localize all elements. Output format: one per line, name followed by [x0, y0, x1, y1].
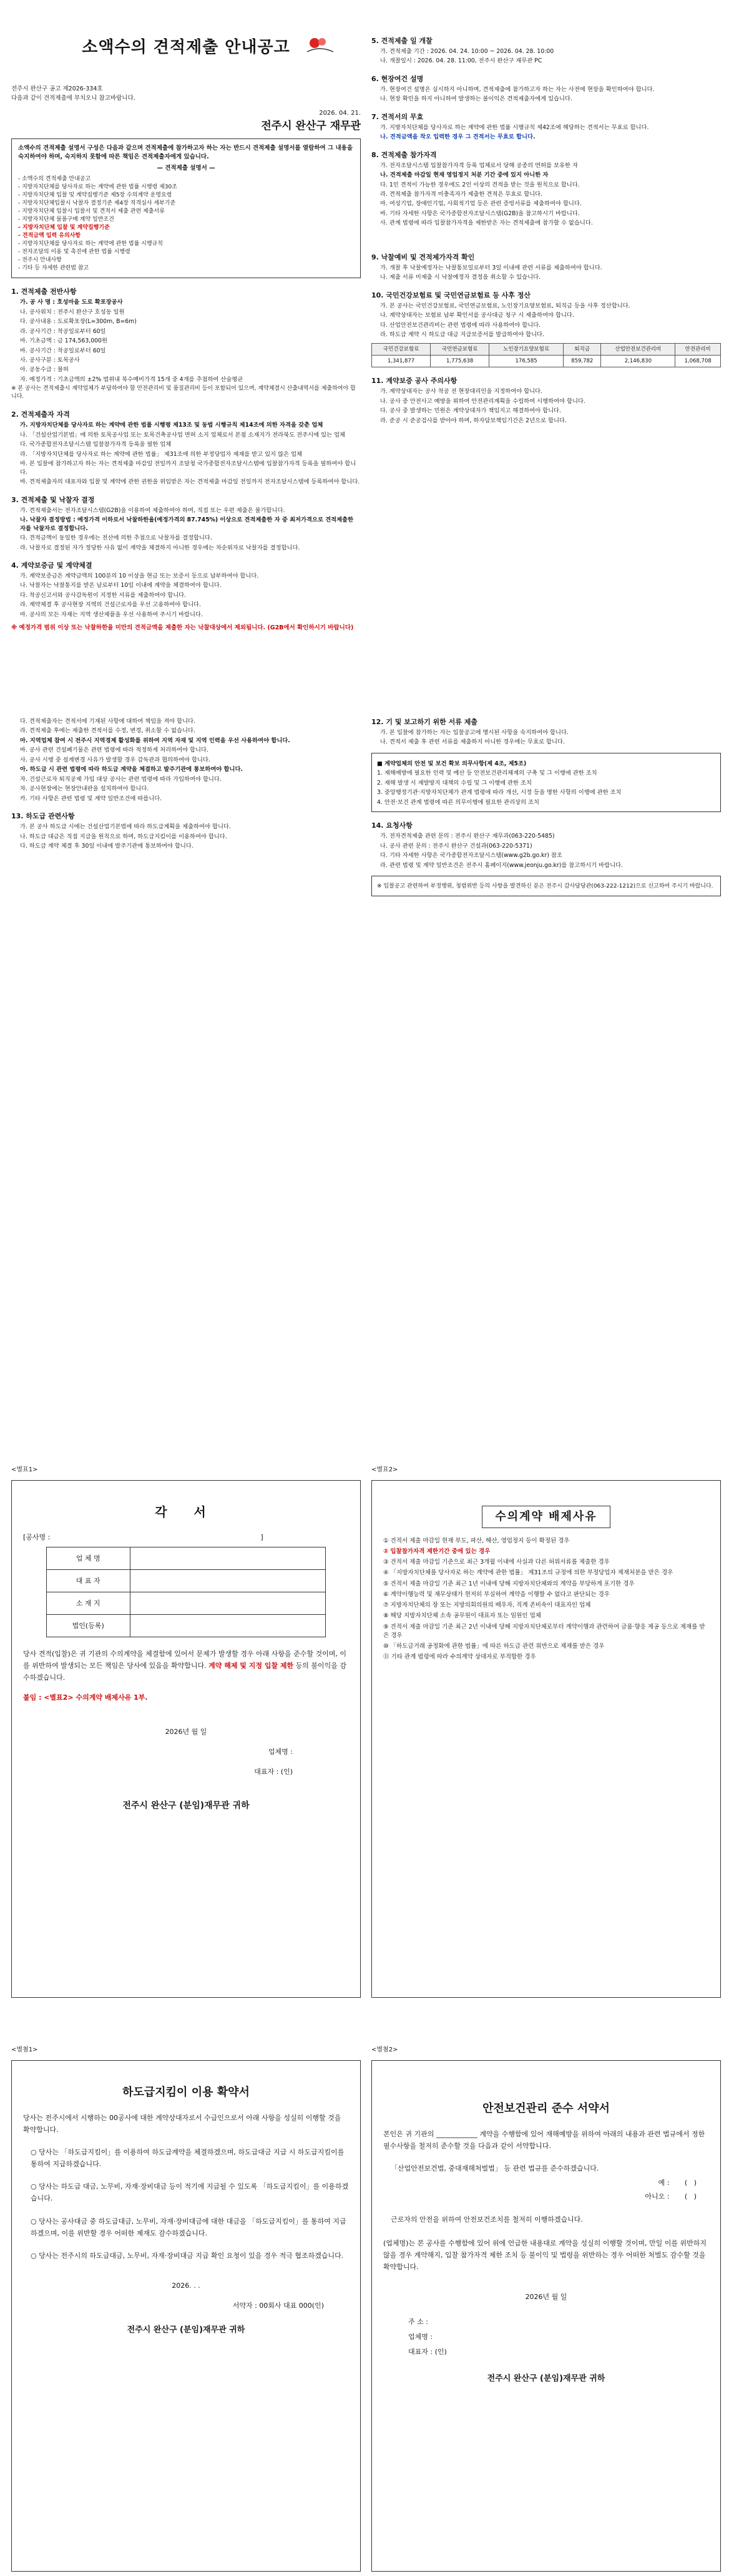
- subcontract-form: [11, 2027, 361, 2572]
- exclusion-clause: ⑧ 해당 지방자치단체 소속 공무원이 대표자 또는 임원인 업체: [383, 1612, 541, 1620]
- section1-line: 아. 공동수급 : 불허: [20, 366, 69, 374]
- table-row: [46, 1570, 326, 1592]
- address-field[interactable]: [130, 1592, 326, 1615]
- section3-line: 라. 낙찰자로 결정된 자가 정당한 사유 없이 계약을 체결하지 아니한 경우에는 차순위자로 낙찰자를 결정합니다.: [20, 544, 300, 551]
- safety-rep-label: 대표자 : (인): [408, 2347, 447, 2356]
- table-cell: 176,585: [489, 355, 564, 367]
- safety-choice-row: [383, 2177, 709, 2189]
- section4-line: 라. 계약체결 후 공사현장 지역의 건설근로자를 우선 고용하여야 합니다.: [20, 601, 201, 609]
- section14-heading: 14. 요청사항: [371, 821, 413, 830]
- section7-line: 나. 견적금액을 착오 입력한 경우 그 견적서는 무효로 합니다.: [380, 133, 536, 141]
- safety-box-line: 3. 중앙행정기관·지방자치단체가 관계 법령에 따라 개선, 시정 등을 명한 사항의 이행에 관한 조치: [377, 789, 622, 797]
- section5-heading: 5. 견적제출 일 개찰: [371, 37, 433, 45]
- section1-footnote: ※ 본 공사는 견적제출시 계약업체가 부담하여야 할 안전관리비 및 품질관리비 등이 포함되어 있으며, 계약체결시 산출내역서를 제출하여야 합니다.: [11, 385, 356, 400]
- form-tag: <별첨2>: [371, 2046, 398, 2053]
- section6-heading: 6. 현장여건 설명: [371, 74, 424, 83]
- section9-heading: 9. 낙찰예비 및 견적제가자격 확인: [371, 253, 475, 261]
- section3-line: 다. 견적금액이 동일한 경우에는 전산에 의한 추첨으로 낙찰자를 결정합니다.: [20, 535, 212, 542]
- section8-line: 사. 관계 법령에 따라 입찰참가자격을 제한받은 자는 견적제출에 참가할 수 없습니다.: [380, 220, 593, 227]
- subcontract-frame: [11, 2060, 361, 2572]
- section11-line: 가. 계약상대자는 공사 착공 전 현장대리인을 지정하여야 합니다.: [380, 388, 543, 395]
- page-2: [0, 705, 729, 1378]
- section1-line: 자. 예정가격 : 기초금액의 ±2% 범위내 복수예비가격 15개 중 4개를 추첨하여 산술평균: [20, 375, 243, 383]
- page-4: [0, 2027, 729, 2576]
- section12-line: 차. 공사현장에는 현장안내판을 설치하여야 합니다.: [20, 785, 149, 793]
- subcontract-para: 당사는 전주시에서 시행하는 00공사에 대한 계약상대자로서 수급인으로서 아래 사항을 성실히 이행할 것을 확약합니다.: [23, 2113, 341, 2134]
- table-row: [46, 1592, 326, 1615]
- table-cell: 2,146,830: [601, 355, 675, 367]
- toc-item: - 지방자치단체 물품구매 계약 일반조건: [18, 216, 114, 223]
- safety-pledge-form: [371, 2027, 721, 2572]
- estimate-date: 2026년 월 일: [165, 1728, 207, 1736]
- exclusion-clause: ⑩ 「하도급거래 공정화에 관한 법률」에 따른 하도급 관련 위반으로 제재를 받은 경우: [383, 1643, 605, 1650]
- section8-line: 라. 견적제출 참가자격 미충족자가 제출한 견적은 무효로 합니다.: [380, 190, 543, 198]
- section1-line: 라. 공사기간 : 착공일로부터 60일: [20, 327, 106, 335]
- safety-box-line: 4. 안전·보건 관계 법령에 따른 의무이행에 필요한 관리상의 조치: [377, 798, 539, 806]
- section14-line: 라. 관련 법령 및 계약 일반조건은 전주시 홈페이지(www.jeonju.go.kr)를 참고하시기 바랍니다.: [380, 861, 623, 869]
- document-title: 소액수의 견적제출 안내공고: [82, 38, 290, 57]
- toc-item: - 지방자치단체 입찰 및 계약집행기준 제5장 수의계약 운영요령: [18, 191, 172, 198]
- toc-title: — 견적제출 설명서 —: [157, 164, 215, 172]
- toc-item: - 지방자치단체를 당사자로 하는 계약에 관한 법률 시행령 제30조: [18, 183, 177, 190]
- footer-note: ※ 입찰공고 관련하여 부정행위, 청렴위반 등의 사항을 발견하신 분은 전주시 감사담당관(063-222-1212)으로 신고하여 주시기 바랍니다.: [377, 883, 713, 890]
- section12-line: 라. 견적제출 후에는 제출한 견적서를 수정, 변경, 취소할 수 없습니다.: [20, 727, 195, 735]
- table-cell: 대 표 자: [46, 1570, 130, 1592]
- section8-line: 바. 기타 자세한 사항은 국가종합전자조달시스템(G2B)을 참고하시기 바랍니다.: [380, 210, 580, 217]
- section5-line: 나. 개찰일시 : 2026. 04. 28. 11:00, 전주시 완산구 재무관 PC: [380, 57, 542, 65]
- subcontract-date: 2026. . .: [172, 2281, 200, 2290]
- table-row: [372, 355, 721, 367]
- safety-duty-box: [371, 753, 721, 812]
- table-cell: 1,775,638: [431, 355, 489, 367]
- section8-line: 나. 견적제출 마감일 현재 영업정지 처분 기간 중에 있지 아니한 자: [380, 172, 549, 179]
- section2-line: 다. 국가종합전자조달시스템 입찰참가자격 등록을 필한 업체: [20, 441, 172, 448]
- safety-date: 2026년 월 일: [525, 2292, 567, 2301]
- exclusion-clause: ⑤ 견적서 제출 마감일 기준 최근 1년 이내에 당해 지방자치단체와의 계약을 부당하게 포기한 경우: [383, 1580, 635, 1587]
- section8-line: 다. 1인 견적이 가능한 경우에도 2인 이상의 견적을 받는 것을 원칙으로 합니다.: [380, 181, 580, 188]
- table-row: [46, 1547, 326, 1570]
- section7-heading: 7. 견적서의 무효: [371, 112, 424, 121]
- project-label-end: ]: [260, 1533, 263, 1541]
- exclusion-clause: ① 견적서 제출 마감일 현재 부도, 파산, 해산, 영업정지 등이 확정된 경우: [383, 1537, 570, 1544]
- table-cell: 859,782: [564, 355, 601, 367]
- toc-item: - 지방자치단체를 당사자로 하는 계약에 관한 법률 시행규칙: [18, 241, 163, 248]
- safety-item: [383, 2163, 709, 2175]
- form-tag: <별표1>: [11, 1466, 38, 1473]
- section2-line: 마. 본 입찰에 참가하고자 하는 자는 견적제출 마감일 전일까지 조달청 국가종합전자조달시스템에 입찰참가자격 등록을 필하여야 합니다.: [20, 460, 356, 476]
- toc-item: - 전주시 안내사항: [18, 257, 62, 264]
- choice-yes-label: 예 :: [658, 2178, 670, 2187]
- estimate-para-end: 등의 불이익을 감수하겠습니다.: [23, 1662, 347, 1682]
- section12-line: 사. 공사 시행 중 설계변경 사유가 발생할 경우 감독관과 협의하여야 합니다.: [20, 756, 210, 763]
- safety-box-line: 2. 재해 발생 시 재발방지 대책의 수립 및 그 이행에 관한 조치: [377, 779, 532, 787]
- section1-line: 나. 공사위치 : 전주시 완산구 호성동 일원: [20, 308, 125, 316]
- table-row: [46, 1615, 326, 1637]
- subcontract-item: ○ 당사는 전주시의 하도급대금, 노무비, 자재·장비대금 지급 확인 요청이 있을 경우 적극 협조하겠습니다.: [31, 2252, 344, 2260]
- toc-item: - 지방자치단체 입찰시 입찰서 및 견적서 제출 관련 제출서류: [18, 208, 165, 215]
- estimate-paragraph: [23, 1649, 349, 1683]
- subcontract-item: ○ 당사는 하도급 대금, 노무비, 자재·장비대금 등이 적기에 지급될 수 있도록 「하도급지킴이」를 이용하겠습니다.: [31, 2182, 349, 2203]
- issuer-name: 전주시 완산구 재무관: [261, 119, 361, 132]
- page1-left-column: [11, 0, 361, 632]
- section1-heading: 1. 견적제출 전반사항: [11, 288, 77, 296]
- section3-line: 가. 견적제출서는 전자조달시스템(G2B)을 이용하여 제출하여야 하며, 직접 또는 우편 제출은 불가합니다.: [20, 506, 285, 514]
- exclusion-clause: ⑦ 지방자치단체의 장 또는 지방의회의원의 배우자, 직계 존비속이 대표자인 업체: [383, 1602, 591, 1609]
- section13-line: 가. 본 공사 하도급 시에는 건설산업기본법에 따라 하도급계획을 제출하여야 합니다.: [20, 823, 231, 831]
- section7-line: 가. 지방자치단체를 당사자로 하는 계약에 관한 법률 시행규칙 제42조에 해당하는 견적서는 무효로 합니다.: [380, 123, 649, 131]
- page1-right-column: [371, 0, 721, 425]
- table-header: 국민연금보험료: [431, 343, 489, 355]
- subcontract-item: ○ 당사는 「하도급지킴이」를 이용하여 하도급계약을 체결하겠으며, 하도급대금 지급 시 하도급지킴이를 통하여 지급하겠습니다.: [31, 2148, 345, 2168]
- exclusion-clause: ② 입찰참가자격 제한기간 중에 있는 경우: [383, 1547, 491, 1555]
- page2-left-column: [11, 705, 361, 851]
- safety-item-text: 「산업안전보건법, 중대재해처벌법」 등 관련 법규를 준수하겠습니다.: [391, 2164, 599, 2173]
- section14-line: 가. 전자견적제출 관련 문의 : 전주시 완산구 재무과(063-220-5485): [380, 833, 555, 840]
- safety-signer-block: [383, 2315, 709, 2360]
- section4-heading: 4. 계약보증금 및 계약체결: [11, 561, 92, 569]
- section11-line: 다. 공사 중 발생하는 민원은 계약상대자가 책임지고 해결하여야 합니다.: [380, 407, 561, 415]
- exclusion-clause: ⑨ 견적서 제출 마감일 기준 최근 2년 이내에 당해 지방자치단체로부터 계약이행과 관련하여 금품·향응 제공 등으로 제재를 받은 경우: [383, 1623, 705, 1639]
- section12-line: 자. 건설근로자 퇴직공제 가입 대상 공사는 관련 법령에 따라 가입하여야 합니다.: [20, 775, 222, 783]
- exclusion-clause: ③ 견적서 제출 마감일 기준으로 최근 3개월 이내에 사실과 다른 허위서류를 제출한 경우: [383, 1559, 610, 1566]
- section3-heading: 3. 견적제출 및 낙찰자 결정: [11, 495, 95, 504]
- estimate-attachment: 붙임 : <별표2> 수의계약 배제사유 1부.: [23, 1693, 148, 1702]
- estimate-title: 각 서: [155, 1504, 217, 1519]
- corporate-number-field[interactable]: [130, 1615, 326, 1637]
- section13-line: 나. 하도급 대금은 직접 지급을 원칙으로 하며, 하도급지킴이를 이용하여야 합니다.: [20, 833, 227, 840]
- exclusion-form: [371, 1447, 721, 1998]
- section2-line: 나. 「건설산업기본법」에 의한 토목공사업 또는 토목건축공사업 면허 소지 업체로서 본점 소재지가 전라북도 전주시에 있는 업체: [20, 431, 345, 438]
- safety-frame: [371, 2060, 721, 2572]
- section9-line: 나. 제출 서류 미제출 시 낙찰예정자 결정을 취소할 수 있습니다.: [380, 274, 541, 281]
- safety-address-label: 주 소 :: [408, 2317, 428, 2326]
- exclusion-frame: [371, 1480, 721, 1998]
- section10-line: 나. 계약상대자는 보험료 납부 확인서를 공사대금 청구 시 제출하여야 합니다.: [380, 312, 574, 319]
- section14-line: 나. 공사 관련 문의 : 전주시 완산구 건설과(063-220-5371): [380, 842, 532, 850]
- section4-line: 나. 낙찰자는 낙찰통지를 받은 날로부터 10일 이내에 계약을 체결하여야 합니다.: [20, 582, 222, 589]
- section1-line: 가. 공 사 명 : 호성마을 도로 확포장공사: [20, 299, 123, 306]
- toc-item: - 견적금액 입력 유의사항: [18, 232, 81, 239]
- section8-line: 마. 여성기업, 장애인기업, 사회적기업 등은 관련 증빙서류를 제출하여야 합니다.: [380, 200, 582, 208]
- choice-no-label: 아니오 :: [645, 2192, 670, 2201]
- safety-title: 안전보건관리 준수 서약서: [482, 2101, 610, 2115]
- choice-yes-box[interactable]: ( ): [684, 2178, 697, 2187]
- section2-line: 라. 「지방자치단체를 당사자로 하는 계약에 관한 법률」 제31조에 의한 부정당업자 제재를 받고 있지 않은 업체: [20, 450, 302, 458]
- project-name-line: [23, 1533, 349, 1542]
- toc-item: - 기타 등 자세한 관련법 참고: [18, 265, 89, 272]
- section13-heading: 13. 하도급 관련사항: [11, 812, 75, 821]
- section12-line: 카. 기타 사항은 관련 법령 및 계약 일반조건에 따릅니다.: [20, 795, 162, 802]
- exclusion-title: 수의계약 배제사유: [482, 1506, 610, 1528]
- section12-line: 마. 지역업체 참여 시 전주시 지역경제 활성화를 위하여 지역 자재 및 지역 인력을 우선 사용하여야 합니다.: [20, 737, 290, 744]
- insurance-table: [371, 343, 721, 368]
- table-header: 국민건강보험료: [372, 343, 431, 355]
- table-cell: 업 체 명: [46, 1547, 130, 1570]
- safety-box-title: ■ 계약업체의 안전 및 보건 확보 의무사항(제 4조, 제5조): [377, 760, 527, 767]
- safety-para: 본인은 귀 기관의 ____________ 계약을 수행함에 있어 재해예방을 위하여 아래의 내용과 관련 법규에서 정한 필수사항을 철저히 준수할 것을 다음과 같이 서약합니다.: [383, 2129, 705, 2150]
- notice-date: 2026. 04. 21.: [319, 110, 361, 117]
- toc-item: - 지방자치단체 입찰 및 계약집행기준: [18, 224, 110, 231]
- section12b-heading: 12. 기 및 보고하기 위한 서류 제출: [371, 718, 477, 726]
- safety-choice-row: [383, 2191, 709, 2203]
- notice-intro: 다음과 같이 견적제출에 부치오니 참고바랍니다.: [11, 95, 135, 102]
- form-tag: <별표2>: [371, 1466, 398, 1473]
- estimate-addressee: 전주시 완산구 (분임)재무관 귀하: [122, 1801, 250, 1811]
- section8-heading: 8. 견적제출 참가자격: [371, 150, 437, 159]
- table-cell: 법인(등록): [46, 1615, 130, 1637]
- toc-item: - 전자조달의 이용 및 촉진에 관한 법률 시행령: [18, 249, 130, 256]
- table-header: 산업안전보건관리비: [601, 343, 675, 355]
- section1-line: 마. 기초금액 : 금 174,563,000원: [20, 337, 107, 345]
- section6-line: 가. 현장여건 설명은 실시하지 아니하며, 견적제출에 참가하고자 하는 자는 사전에 현장을 확인하여야 합니다.: [380, 85, 655, 93]
- section1-line: 사. 공사구분 : 토목공사: [20, 356, 80, 364]
- table-cell: 소 재 지: [46, 1592, 130, 1615]
- footer-note-box: [371, 876, 721, 896]
- table-cell: 1,068,708: [675, 355, 721, 367]
- section2-heading: 2. 견적제출자 자격: [11, 410, 70, 419]
- section10-line: 다. 산업안전보건관리비는 관련 법령에 따라 사용하여야 합니다.: [380, 321, 541, 329]
- section11-heading: 11. 계약보증 공사 주의사항: [371, 377, 457, 385]
- section12-line: 다. 견적제출자는 견적서에 기재된 사항에 대하여 책임을 져야 합니다.: [20, 718, 196, 725]
- choice-no-box[interactable]: ( ): [684, 2192, 697, 2201]
- intro-box: [11, 138, 361, 278]
- section5-line: 가. 견적제출 기간 : 2026. 04. 24. 10:00 ~ 2026. 04. 28. 10:00: [380, 47, 554, 55]
- toc-item: - 소액수의 견적제출 안내공고: [18, 175, 91, 182]
- section2-line: 가. 지방자치단체를 당사자로 하는 계약에 관한 법률 시행령 제13조 및 동법 시행규칙 제14조에 의한 자격을 갖춘 업체: [20, 422, 323, 429]
- page2-right-column: [371, 705, 721, 896]
- estimate-frame: [11, 1480, 361, 1998]
- exclusion-clause: ⑪ 기타 관계 법령에 따라 수의계약 상대자로 부적합한 경우: [383, 1654, 536, 1661]
- section1-line: 바. 공사기간 : 착공일로부터 60일: [20, 347, 106, 354]
- table-header: 노인장기요양보험료: [489, 343, 564, 355]
- section6-line: 나. 현장 확인을 하지 아니하여 발생하는 불이익은 견적제출자에게 있습니다.: [380, 95, 572, 103]
- representative-field[interactable]: [130, 1570, 326, 1592]
- section10-line: 가. 본 공사는 국민건강보험료, 국민연금보험료, 노인장기요양보험료, 퇴직금 등을 사후 정산합니다.: [380, 302, 630, 309]
- section12-line: 바. 공사 관련 건설폐기물은 관련 법령에 따라 적정하게 처리하여야 합니다.: [20, 747, 208, 754]
- table-header: 안전관리비: [675, 343, 721, 355]
- subcontract-addressee: 전주시 완산구 (분임)재무관 귀하: [127, 2325, 245, 2335]
- section4-line: 다. 착공신고서와 공사감독원이 지정한 서류를 제출하여야 합니다.: [20, 591, 187, 599]
- table-cell: 1,341,877: [372, 355, 431, 367]
- subcontract-title: 하도급지킴이 이용 확약서: [122, 2085, 250, 2099]
- section10-line: 라. 하도급 계약 시 하도급 대금 지급보증서를 발급하여야 합니다.: [380, 331, 545, 339]
- safety-company-label: 업체명 :: [408, 2332, 433, 2341]
- intro-lead: 소액수의 견적제출 설명서 구성은 다음과 같으며 견적제출에 참가하고자 하는 자는 반드시 견적제출 설명서를 열람하여 그 내용을 숙지하여야 하며, 숙지하지 못함에 따른 책임은 견적제출자에게 있습니다.: [18, 145, 353, 161]
- section12b-line: 나. 견적서 제출 후 관련 서류를 제출하지 아니한 경우에는 무효로 합니다.: [380, 738, 565, 746]
- subcontract-item: ○ 당사는 공사대금 중 하도급대금, 노무비, 자재·장비대금에 대한 대금을 「하도급지킴이」를 통하여 지급하겠으며, 이를 위반할 경우 어떠한 제재도 감수하겠습니다.: [31, 2217, 346, 2237]
- section11-line: 라. 준공 시 준공검사를 받아야 하며, 하자담보책임기간은 2년으로 합니다.: [380, 417, 567, 424]
- page-1: [0, 0, 729, 680]
- estimate-signer-company: 업체명 :: [268, 1748, 293, 1756]
- toc-item: - 지방자치단체입찰시 낙찰자 결정기준 제4장 적격심사 세부기준: [18, 200, 176, 206]
- section4-line: 마. 공사의 모든 자재는 지역 생산제품을 우선 사용하여 주시기 바랍니다.: [20, 611, 203, 618]
- section12b-line: 가. 본 입찰에 참가하는 자는 입찰공고에 명시된 사항을 숙지하여야 합니다.: [380, 729, 569, 736]
- estimate-signer-rep: 대표자 : (인): [254, 1768, 293, 1776]
- estimate-para-red: 계약 해제 및 지정 입찰 제한: [208, 1662, 294, 1670]
- company-name-field[interactable]: [130, 1547, 326, 1570]
- section2-line: 바. 견적제출자의 대표자와 입찰 및 계약에 관한 권한을 위임받은 자는 견적제출 마감일 전일까지 전자조달시스템에 등록하여야 합니다.: [20, 478, 360, 486]
- safety-item: 근로자의 안전을 위하여 안전보건조치를 철저히 이행하겠습니다.: [391, 2215, 583, 2224]
- section10-heading: 10. 국민건강보험료 및 국민연금보험료 등 사후 정산: [371, 291, 531, 299]
- section9-line: 가. 개찰 후 낙찰예정자는 낙찰통보일로부터 3일 이내에 관련 서류를 제출하여야 합니다.: [380, 264, 602, 271]
- jeonju-logo-icon: [305, 34, 336, 57]
- estimate-form: [11, 1447, 361, 1998]
- subcontract-signer: 서약자 : 00회사 대표 000(인): [232, 2301, 324, 2310]
- table-header: 퇴직금: [564, 343, 601, 355]
- section12-line: 아. 하도급 시 관련 법령에 따라 하도급 계약을 체결하고 발주기관에 통보하여야 합니다.: [20, 766, 243, 773]
- safety-closing: (업체명)는 본 공사를 수행함에 있어 위에 언급한 내용대로 계약을 성실히 이행할 것이며, 만일 이를 위반하지 않을 경우 계약해지, 입찰 참가자격 제한 조치 등 불이익 및 법령을 위반하는 경우 어떠한 처벌도 감수할 것을 확약합니다.: [383, 2239, 707, 2272]
- exclusion-clause: ⑥ 계약이행능력 및 재무상태가 현저히 부실하여 계약을 이행할 수 없다고 판단되는 경우: [383, 1591, 610, 1598]
- estimate-info-table: [46, 1547, 326, 1637]
- form-tag: <별첨1>: [11, 2046, 38, 2053]
- safety-box-line: 1. 재해예방에 필요한 인력 및 예산 등 안전보건관리체계의 구축 및 그 이행에 관한 조치: [377, 770, 597, 777]
- estimate-para-text: 당사 견적(입찰)은 귀 기관의 수의계약을 체결함에 있어서 문제가 발생할 경우 아래 사항을 준수할 것이며, 이를 위반하여 발생되는 모든 책임은 당사에 있음을 확약합니다.: [23, 1650, 346, 1670]
- section3-line: 나. 낙찰자 결정방법 : 예정가격 이하로서 낙찰하한율(예정가격의 87.745%) 이상으로 견적제출한 자 중 최저가격으로 견적제출한 자를 낙찰자로 결정합니다.: [20, 516, 354, 532]
- safety-addressee: 전주시 완산구 (분임)재무관 귀하: [487, 2374, 605, 2384]
- section3-red-note: ※ 예정가격 범위 이상 또는 낙찰하한율 미만의 견적금액을 제출한 자는 낙찰대상에서 제외됩니다. (G2B에서 확인하시기 바랍니다): [11, 624, 354, 632]
- exclusion-clause: ④ 「지방자치단체를 당사자로 하는 계약에 관한 법률」 제31조의 규정에 의한 부정당업자 제재처분을 받은 경우: [383, 1569, 673, 1577]
- section4-line: 가. 계약보증금은 계약금액의 100분의 10 이상을 현금 또는 보증서 등으로 납부하여야 합니다.: [20, 572, 259, 579]
- section14-line: 다. 기타 자세한 사항은 국가종합전자조달시스템(www.g2b.go.kr) 참조: [380, 852, 562, 859]
- section1-line: 다. 공사내용 : 도로확포장(L=300m, B=6m): [20, 318, 137, 326]
- page-3: [0, 1447, 729, 2002]
- section8-line: 가. 전자조달시스템 입찰참가자격 등록 업체로서 당해 공종의 면허를 보유한 자: [380, 162, 578, 169]
- section11-line: 나. 공사 중 안전사고 예방을 위하여 안전관리계획을 수립하여 시행하여야 합니다.: [380, 397, 585, 405]
- project-label: [공사명 :: [23, 1533, 51, 1541]
- notice-number: 전주시 완산구 공고 제2026-334호: [11, 85, 103, 92]
- section13-line: 다. 하도급 계약 체결 후 30일 이내에 발주기관에 통보하여야 합니다.: [20, 843, 193, 850]
